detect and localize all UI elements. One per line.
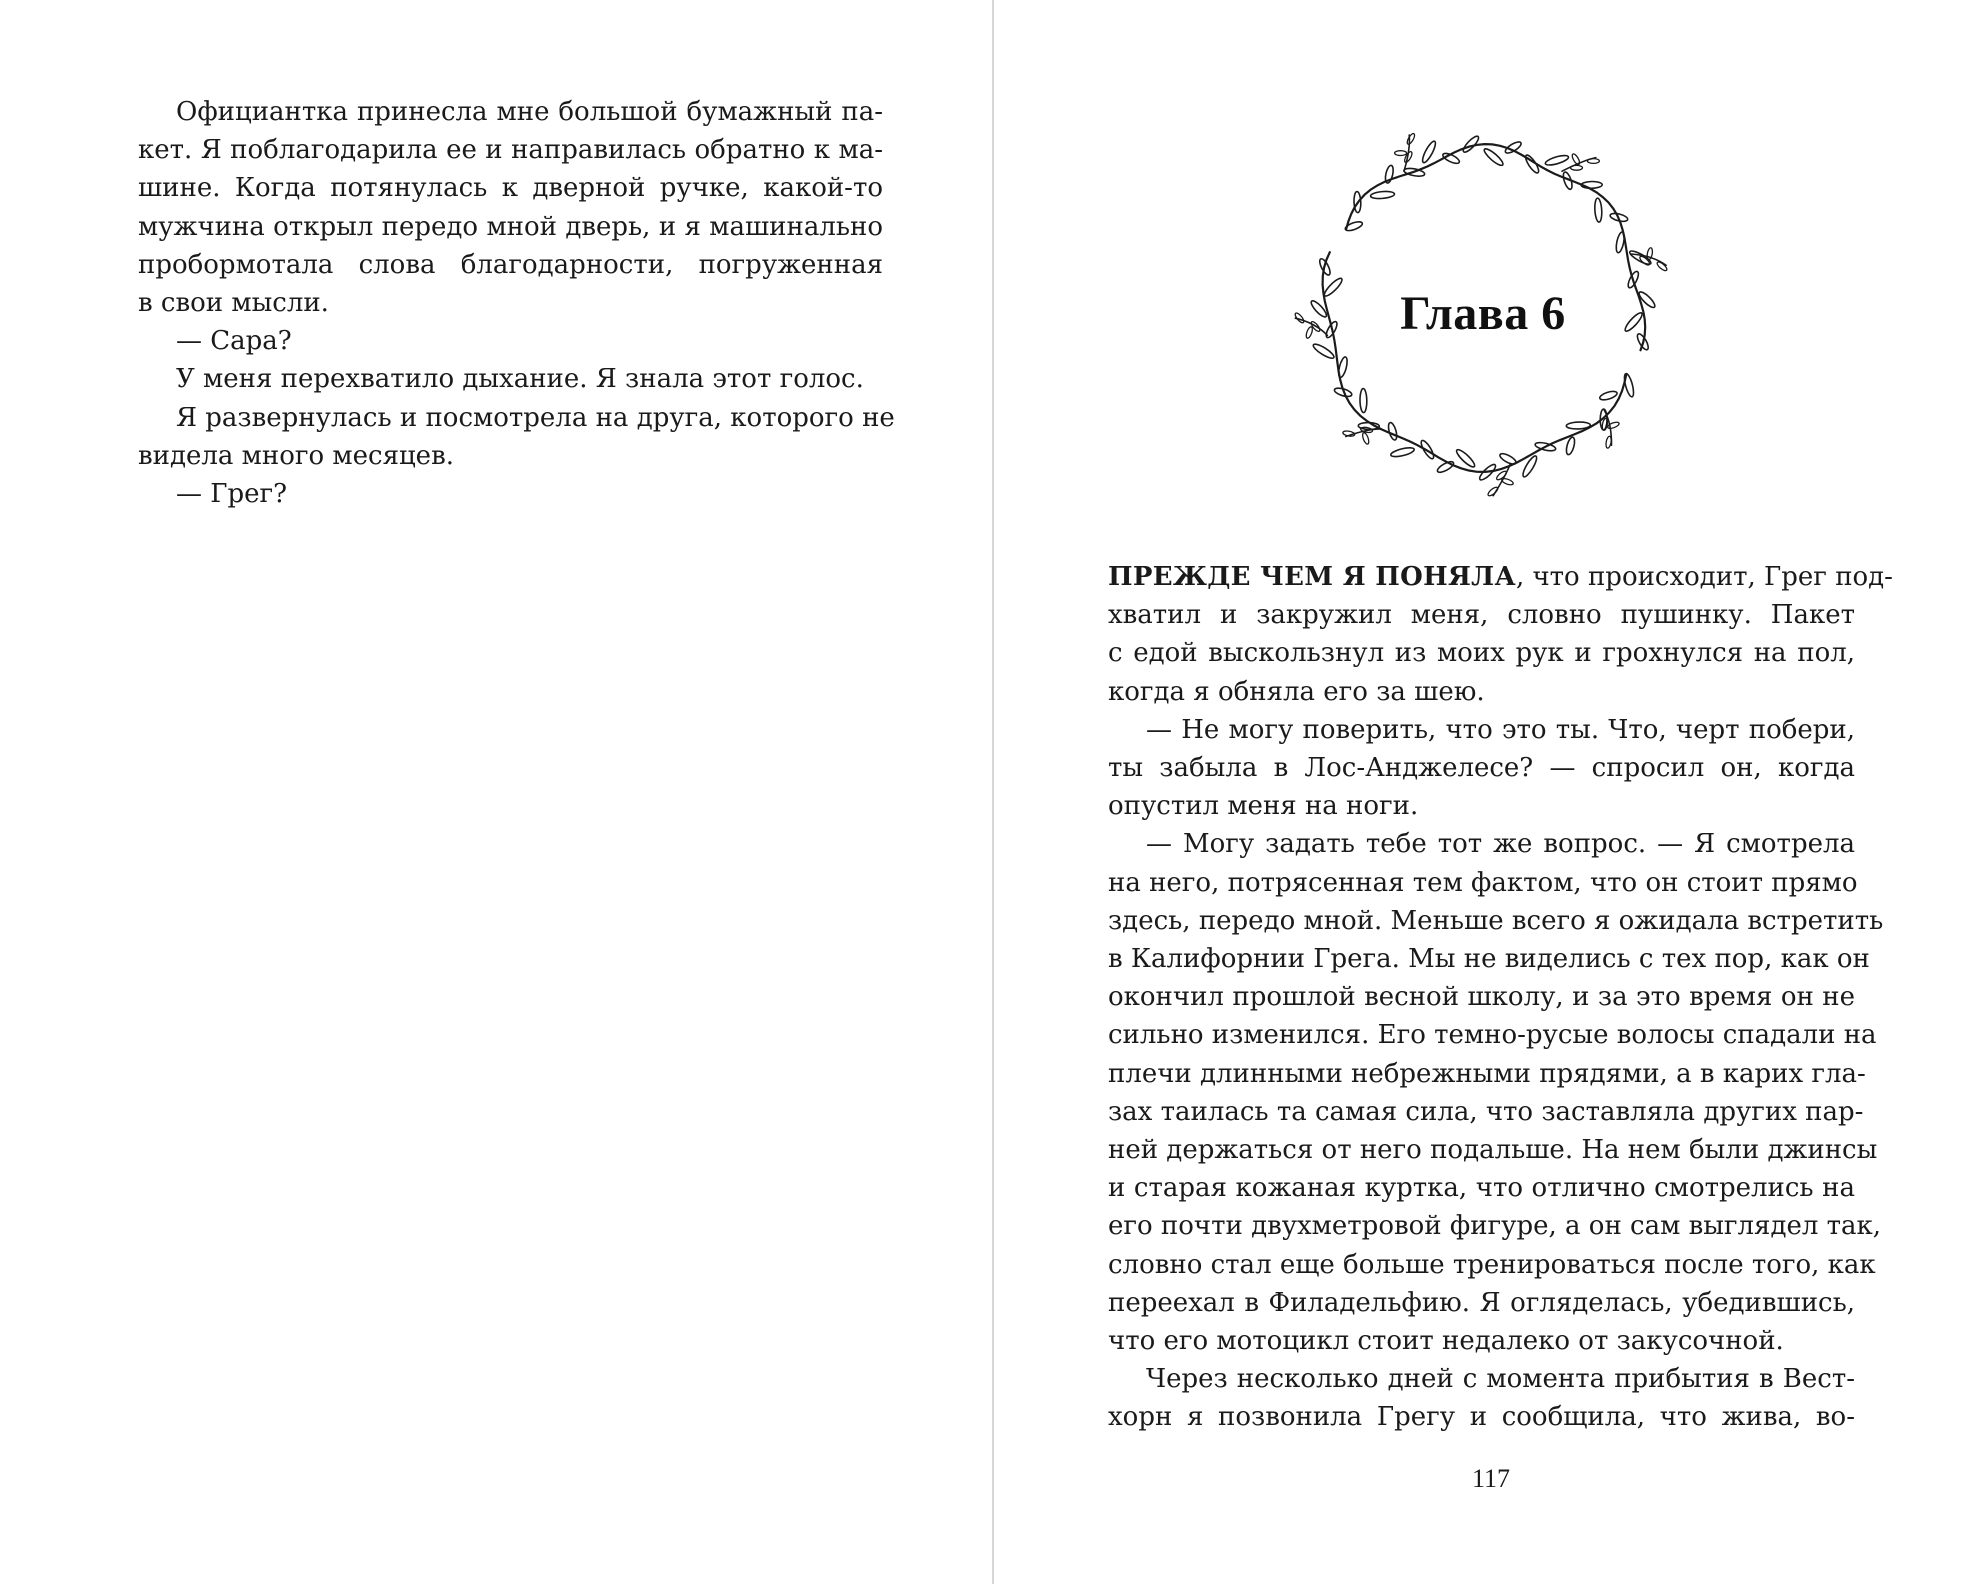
text-line: словно стал еще больше тренироваться после того, как xyxy=(1108,1249,1876,1280)
chapter-lead-in: ПРЕЖДЕ ЧЕМ Я ПОНЯЛА xyxy=(1108,562,1516,592)
text-line: — Сара? xyxy=(176,326,292,357)
text-line: зах таилась та самая сила, что заставляла других пар- xyxy=(1108,1096,1864,1127)
chapter-title: Глава 6 xyxy=(1400,286,1566,340)
text-line: ней держаться от него подальше. На нем были джинсы xyxy=(1108,1135,1878,1166)
text-line: его почти двухметровой фигуре, а он сам выглядел так, xyxy=(1108,1211,1882,1242)
text-line: на него, потрясенная тем фактом, что он стоит прямо xyxy=(1108,867,1858,898)
text-line: и старая кожаная куртка, что отлично смотрелись на xyxy=(1108,1173,1855,1204)
text-line: сильно изменился. Его темно-русые волосы спадали на xyxy=(1108,1020,1877,1051)
text-line: плечи длинными небрежными прядями, а в карих гла- xyxy=(1108,1058,1866,1089)
text-line: мужчина открыл передо мной дверь, и я машинально xyxy=(138,211,883,242)
first-line xyxy=(1108,558,1893,596)
left-page xyxy=(0,0,992,1584)
text-line: пробормотала слова благодарности, погруженная xyxy=(138,249,883,280)
text-line: — Могу задать тебе тот же вопрос. — Я смотрела xyxy=(1146,829,1855,860)
text-line: опустил меня на ноги. xyxy=(1108,791,1419,822)
text-line: Я развернулась и посмотрела на друга, которого не xyxy=(176,402,895,433)
left-page-text xyxy=(138,93,895,513)
text-line: Официантка принесла мне большой бумажный па- xyxy=(176,97,883,127)
text-line: хватил и закружил меня, словно пушинку. Пакет xyxy=(1108,600,1855,631)
text-line: что его мотоцикл стоит недалеко от закусочной. xyxy=(1108,1326,1784,1357)
right-page xyxy=(994,0,1988,1584)
text-line: — Не могу поверить, что это ты. Что, черт побери, xyxy=(1146,714,1855,745)
page-number: 117 xyxy=(1471,1464,1511,1493)
text-line: кет. Я поблагодарила ее и направилась обратно к ма- xyxy=(138,135,883,166)
text-line: шине. Когда потянулась к дверной ручке, какой-то xyxy=(138,173,883,204)
text-line: окончил прошлой весной школу, и за это время он не xyxy=(1108,982,1855,1013)
text-line: — Грег? xyxy=(176,479,288,510)
text-line: хорн я позвонила Грегу и сообщила, что жива, во- xyxy=(1108,1402,1855,1433)
text-line: видела много месяцев. xyxy=(138,440,454,471)
text-line: в свои мысли. xyxy=(138,288,329,319)
right-page-text xyxy=(1108,558,1893,1437)
text-line: когда я обняла его за шею. xyxy=(1108,676,1485,707)
text-line: ты забыла в Лос-Анджелесе? — спросил он, когда xyxy=(1108,753,1855,784)
text-line: Через несколько дней с момента прибытия в Вест- xyxy=(1146,1364,1855,1395)
text-line: в Калифорнии Грега. Мы не виделись с тех пор, как он xyxy=(1108,944,1870,975)
text-line: переехал в Филадельфию. Я огляделась, убедившись, xyxy=(1108,1287,1855,1318)
text-line: У меня перехватило дыхание. Я знала этот голос. xyxy=(176,364,864,395)
first-line-rest: , что происходит, Грег под- xyxy=(1515,562,1893,592)
text-line: здесь, передо мной. Меньше всего я ожидала встретить xyxy=(1108,905,1884,936)
text-line: с едой выскользнул из моих рук и грохнулся на пол, xyxy=(1108,638,1855,669)
